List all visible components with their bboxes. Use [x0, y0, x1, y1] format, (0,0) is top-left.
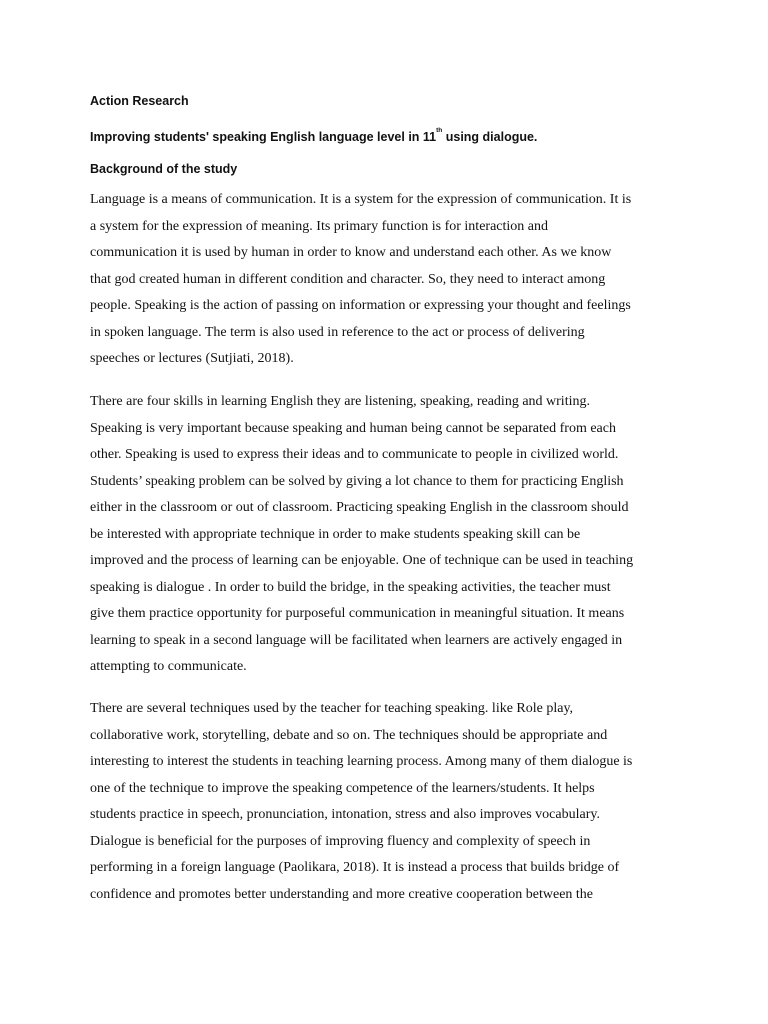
- paragraph-line: There are several techniques used by the teacher for teaching speaking. like Role play,: [90, 701, 574, 716]
- paragraph-line: that god created human in different condition and character. So, they need to interact among: [90, 271, 606, 287]
- paragraph-line: Students’ speaking problem can be solved by giving a lot chance to them for practicing English: [90, 473, 624, 489]
- paragraph-line: performing in a foreign language (Paolikara, 2018). It is instead a process that builds bridge of: [90, 860, 620, 875]
- paragraph-line: attempting to communicate.: [90, 659, 247, 674]
- paragraph-line: There are four skills in learning English they are listening, speaking, reading and writing.: [90, 394, 590, 409]
- paragraph-2: [90, 389, 690, 681]
- paragraph-line: speeches or lectures (Sutjiati, 2018).: [90, 351, 294, 366]
- document-label: Action Research: [90, 94, 189, 108]
- paragraph-line: Language is a means of communication. It is a system for the expression of communication. It is: [90, 192, 632, 207]
- paragraph-line: interesting to interest the students in teaching learning process. Among many of them dialogue is: [90, 754, 633, 769]
- paragraph-line: Dialogue is beneficial for the purposes of improving fluency and complexity of speech in: [90, 833, 591, 849]
- paragraph-line: students practice in speech, pronunciation, intonation, stress and also improves vocabulary.: [90, 807, 600, 822]
- paragraph-3: [90, 696, 690, 908]
- paragraph-line: other. Speaking is used to express their ideas and to communicate to people in civilized world.: [90, 447, 619, 462]
- paragraph-line: either in the classroom or out of classroom. Practicing speaking English in the classroom should: [90, 500, 629, 515]
- paragraph-line: improved and the process of learning can be enjoyable. One of technique can be used in teaching: [90, 553, 634, 568]
- title-tail-text: using dialogue.: [442, 130, 538, 144]
- paragraph-line: a system for the expression of meaning. Its primary function is for interaction and: [90, 218, 548, 234]
- paragraph-line: people. Speaking is the action of passing on information or expressing your thought and feelings: [90, 298, 631, 313]
- paragraph-line: collaborative work, storytelling, debate and so on. The techniques should be appropriate and: [90, 727, 608, 743]
- section-heading: Background of the study: [90, 162, 238, 176]
- paragraph-line: give them practice opportunity for purposeful communication in meaningful situation. It means: [90, 606, 625, 621]
- paragraph-line: be interested with appropriate technique in order to make students speaking skill can be: [90, 526, 581, 542]
- paragraph-line: in spoken language. The term is also used in reference to the act or process of delivering: [90, 324, 585, 340]
- paragraph-line: communication it is used by human in order to know and understand each other. As we know: [90, 245, 612, 260]
- paragraph-line: one of the technique to improve the speaking competence of the learners/students. It helps: [90, 780, 595, 796]
- paragraph-line: Speaking is very important because speaking and human being cannot be separated from each: [90, 420, 616, 436]
- paragraph-line: speaking is dialogue . In order to build the bridge, in the speaking activities, the teacher must: [90, 579, 611, 595]
- document-title: [90, 127, 538, 144]
- paragraph-line: confidence and promotes better understanding and more creative cooperation between the: [90, 886, 594, 902]
- title-superscript: th: [436, 127, 443, 134]
- paragraph-line: learning to speak in a second language will be facilitated when learners are actively engaged in: [90, 632, 623, 648]
- paragraph-1: [90, 187, 690, 373]
- title-main-text: Improving students' speaking English language level in 11: [90, 130, 437, 144]
